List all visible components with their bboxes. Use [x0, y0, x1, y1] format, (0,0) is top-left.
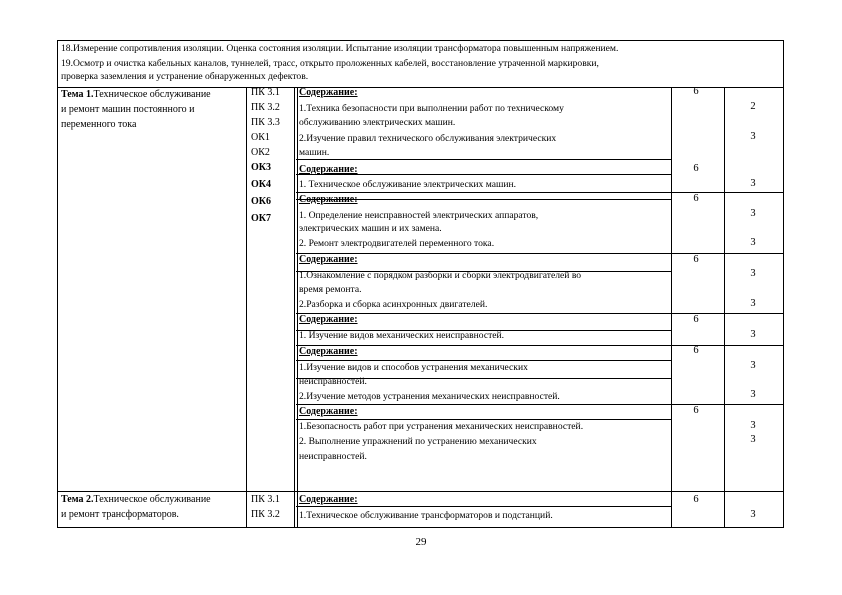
row-divider — [58, 87, 783, 88]
item-19-line1: 19.Осмотр и очистка кабельных каналов, туннелей, трасс, открыто проложенных кабелей, восстановление утраченной маркировки, — [61, 58, 599, 69]
level-value: 3 — [750, 420, 756, 431]
hours-value: 6 — [693, 193, 699, 204]
hours-value: 6 — [693, 314, 699, 325]
item-18: 18.Измерение сопротивления изоляции. Оценка состояния изоляции. Испытание изоляции трансформатора повышенным напряжением. — [61, 43, 619, 54]
content-header: Содержание: — [299, 164, 358, 175]
content-header: Содержание: — [299, 194, 358, 205]
content-line: 1.Техника безопасности при выполнении работ по техническому — [299, 103, 564, 114]
level-value: 3 — [750, 268, 756, 279]
col-divider — [671, 87, 672, 527]
competency-code: ПК 3.2 — [251, 102, 280, 113]
topic1-title-line2: и ремонт машин постоянного и — [61, 104, 195, 115]
row-divider — [58, 491, 783, 492]
content-line: неисправностей. — [299, 451, 367, 462]
content-line: 1. Изучение видов механических неисправностей. — [299, 330, 505, 341]
content-line: 2. Выполнение упражнений по устранению механических — [299, 436, 537, 447]
content-line: 2.Изучение методов устранения механических неисправностей. — [299, 391, 560, 402]
level-value: 3 — [750, 208, 756, 219]
hours-value: 6 — [693, 86, 699, 97]
row-divider — [296, 419, 671, 420]
row-divider — [296, 360, 671, 361]
topic1-title — [61, 89, 211, 101]
level-value: 3 — [750, 329, 756, 340]
col-divider — [297, 87, 298, 527]
hours-value: 6 — [693, 163, 699, 174]
col-divider — [246, 87, 247, 527]
level-value: 3 — [750, 298, 756, 309]
topic1-title-bold: Тема 1. — [61, 89, 94, 100]
hours-value: 6 — [693, 405, 699, 416]
content-line: 2.Изучение правил технического обслуживания электрических — [299, 133, 557, 144]
hours-value: 6 — [693, 254, 699, 265]
content-line: 1.Техническое обслуживание трансформаторов и подстанций. — [299, 510, 553, 521]
content-header: Содержание: — [299, 254, 358, 265]
content-line: обслуживанию электрических машин. — [299, 117, 456, 128]
hours-value: 6 — [693, 494, 699, 505]
competency-code: ПК 3.1 — [251, 87, 280, 98]
competency-code: ОК3 — [251, 162, 272, 173]
level-value: 3 — [750, 178, 756, 189]
competency-code: ПК 3.1 — [251, 494, 280, 505]
content-line: 1.Безопасность работ при устранения механических неисправностей. — [299, 421, 584, 432]
content-line: неисправностей. — [299, 376, 367, 387]
content-line: 2. Ремонт электродвигателей переменного тока. — [299, 238, 495, 249]
row-divider — [296, 159, 671, 160]
competency-code: ПК 3.2 — [251, 509, 280, 520]
content-header: Содержание: — [299, 314, 358, 325]
topic2-title — [61, 494, 211, 506]
topic1-title-line3: переменного тока — [61, 119, 137, 130]
row-divider — [296, 506, 671, 507]
topic2-title-bold: Тема 2. — [61, 494, 94, 505]
col-divider — [294, 87, 295, 527]
item-19-line2: проверка заземления и устранение обнаруженных дефектов. — [61, 71, 309, 82]
page-number: 29 — [415, 536, 427, 548]
content-header: Содержание: — [299, 406, 358, 417]
col-divider — [724, 87, 725, 527]
content-line: 1. Техническое обслуживание электрических машин. — [299, 179, 517, 190]
level-value: 3 — [750, 434, 756, 445]
content-line: электрических машин и их замена. — [299, 223, 442, 234]
level-value: 3 — [750, 360, 756, 371]
content-header: Содержание: — [299, 87, 358, 98]
level-value: 3 — [750, 389, 756, 400]
competency-code: ОК1 — [251, 132, 270, 143]
competency-code: ОК2 — [251, 147, 270, 158]
content-line: 1. Определение неисправностей электрических аппаратов, — [299, 210, 539, 221]
content-line: 1.Изучение видов и способов устранения механических — [299, 362, 528, 373]
competency-code: ПК 3.3 — [251, 117, 280, 128]
level-value: 3 — [750, 131, 756, 142]
competency-code: ОК4 — [251, 179, 272, 190]
content-line: 2.Разборка и сборка асинхронных двигателей. — [299, 299, 488, 310]
competency-code: ОК7 — [251, 213, 272, 224]
level-value: 3 — [750, 509, 756, 520]
content-line: 1.Ознакомление с порядком разборки и сборки электродвигателей во — [299, 270, 582, 281]
level-value: 3 — [750, 237, 756, 248]
content-line: время ремонта. — [299, 284, 362, 295]
hours-value: 6 — [693, 345, 699, 356]
topic2-title-line1: Техническое обслуживание — [93, 494, 211, 505]
competency-code: ОК6 — [251, 196, 272, 207]
topic1-title-line1: Техническое обслуживание — [93, 89, 211, 100]
content-line: машин. — [299, 147, 330, 158]
level-value: 2 — [750, 101, 756, 112]
content-header: Содержание: — [299, 346, 358, 357]
topic2-title-line2: и ремонт трансформаторов. — [61, 509, 179, 520]
content-header: Содержание: — [299, 494, 358, 505]
